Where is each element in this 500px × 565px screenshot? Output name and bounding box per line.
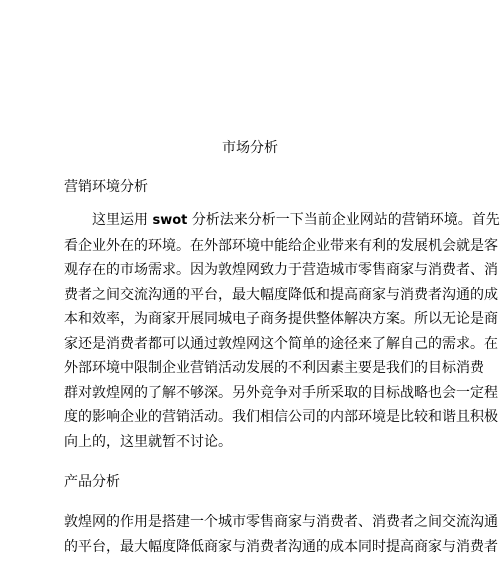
paragraph-line: 费者之间交流沟通的平台，最大幅度降低和提高商家与消费者沟通的成 [64, 286, 498, 303]
paragraph-line: 度的影响企业的营销活动。我们相信公司的内部环境是比较和谐且积极 [64, 409, 498, 425]
section-heading-marketing-environment: 营销环境分析 [64, 179, 148, 195]
paragraph-line: 外部环境中限制企业营销活动发展的不利因素主要是我们的目标消费 [64, 360, 484, 376]
paragraph-line [64, 208, 500, 234]
paragraph-line: 群对敦煌网的了解不够深。另外竞争对手所采取的目标战略也会一定程 [64, 384, 498, 401]
paragraph-line: 看企业外在的环境。在外部环境中能给企业带来有利的发展机会就是客 [64, 237, 498, 254]
paragraph-line: 向上的，这里就暂不讨论。 [64, 433, 232, 450]
paragraph-marketing-environment [64, 208, 500, 454]
text-run: 这里运用 [92, 212, 148, 228]
paragraph-line: 家还是消费者都可以通过敦煌网这个简单的途径来了解自己的需求。在 [64, 335, 498, 352]
paragraph-line: 本和效率，为商家开展同城电子商务提供整体解决方案。所以无论是商 [64, 311, 498, 327]
section-heading-product-analysis: 产品分析 [64, 474, 120, 490]
paragraph-product-analysis [64, 510, 498, 559]
text-run: 分析法来分析一下当前企业网站的营销环境。首先 [191, 212, 500, 228]
paragraph-line: 的平台，最大幅度降低商家与消费者沟通的成本同时提高商家与消费者 [64, 538, 498, 555]
document-title: 市场分析 [222, 140, 278, 156]
swot-term: swot [152, 213, 188, 228]
paragraph-line: 敦煌网的作用是搭建一个城市零售商家与消费者、消费者之间交流沟通 [64, 514, 498, 530]
paragraph-line: 观存在的市场需求。因为敦煌网致力于营造城市零售商家与消费者、消 [64, 262, 498, 278]
